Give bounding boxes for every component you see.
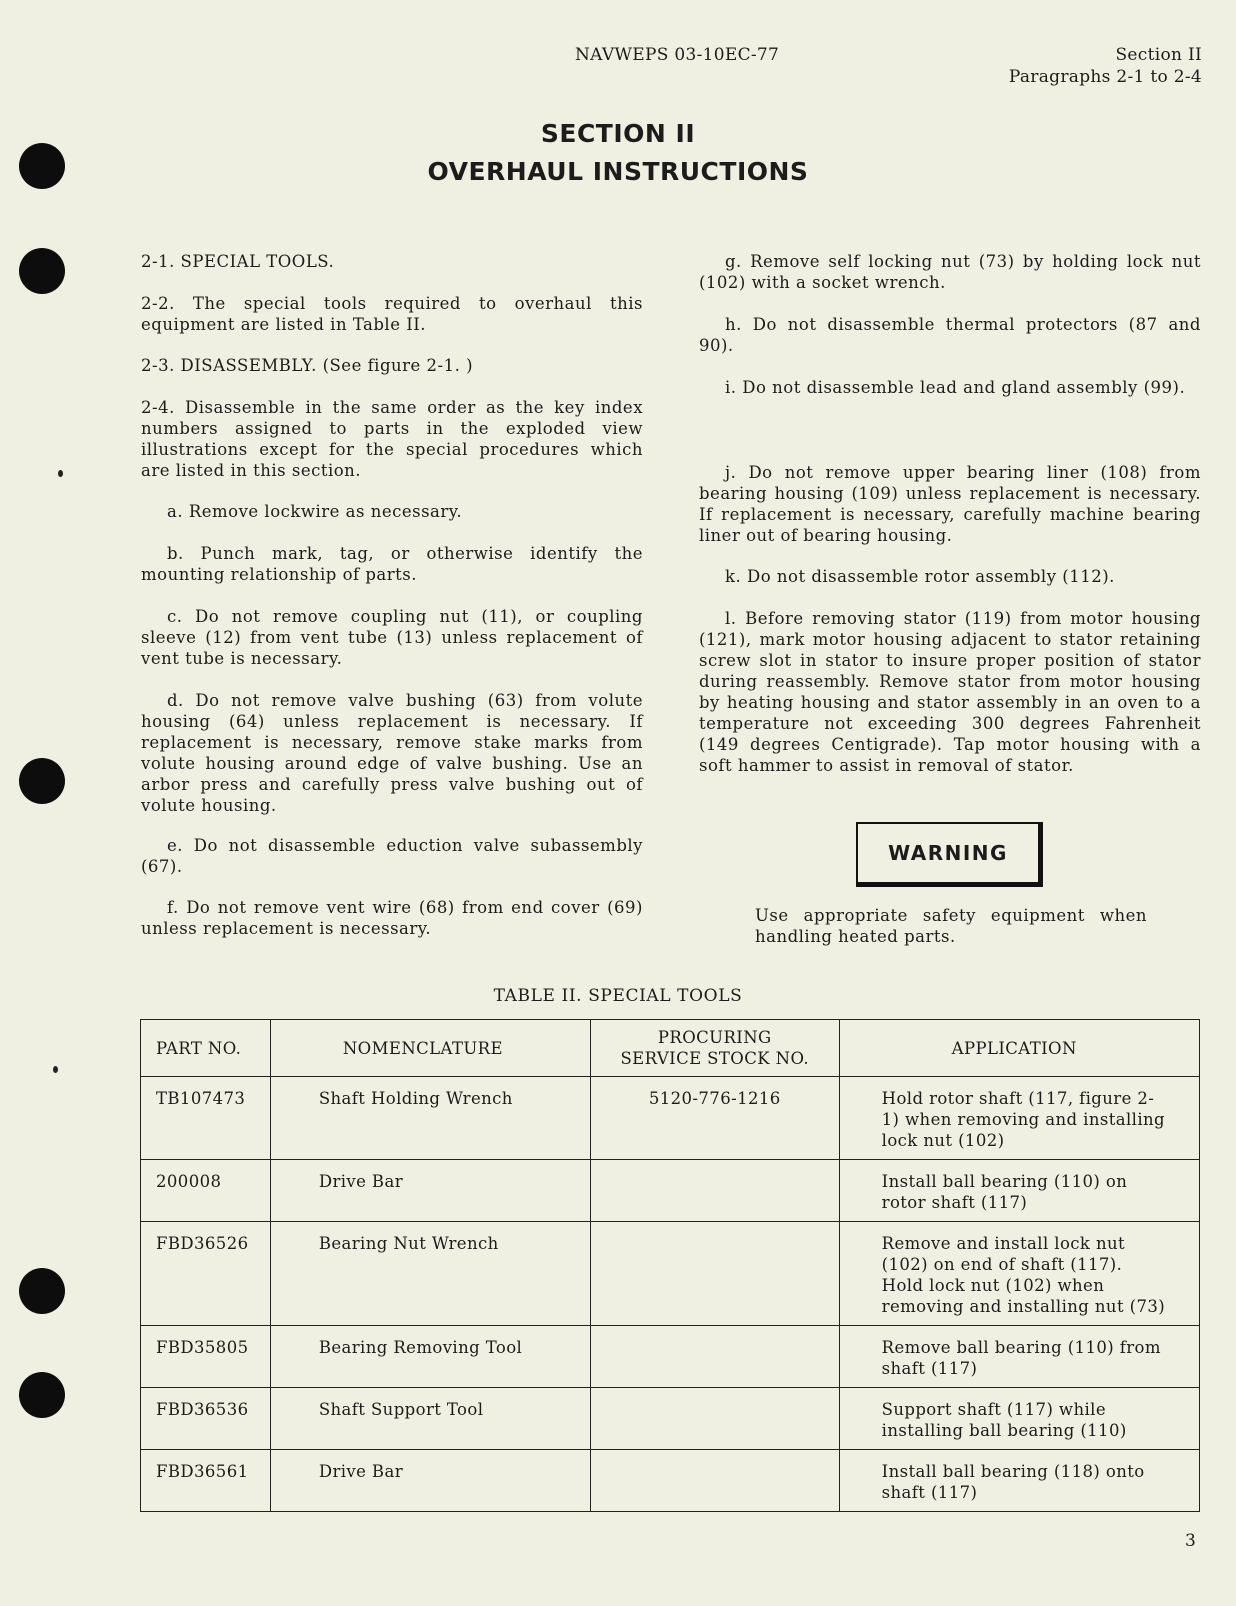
- cell-nomenclature: Drive Bar: [270, 1160, 590, 1222]
- binder-hole: [19, 248, 65, 294]
- section-title: SECTION II: [540, 119, 696, 148]
- warning-label: WARNING: [888, 841, 1008, 865]
- step-k: k. Do not disassemble rotor assembly (112).: [725, 567, 1115, 586]
- binder-hole: [19, 1268, 65, 1314]
- cell-part-no: 200008: [141, 1160, 271, 1222]
- para-2-3: 2-3. DISASSEMBLY. (See figure 2-1. ): [141, 356, 474, 375]
- warning-text: Use appropriate safety equipment when handling heated parts.: [755, 906, 1147, 946]
- cell-stock-no: [590, 1450, 839, 1512]
- cell-stock-no: [590, 1326, 839, 1388]
- cell-part-no: FBD35805: [141, 1326, 271, 1388]
- cell-part-no: FBD36561: [141, 1450, 271, 1512]
- cell-nomenclature: Bearing Nut Wrench: [270, 1222, 590, 1326]
- step-d: d. Do not remove valve bushing (63) from volute housing (64) unless replacement is necessary. If replacement is necessary, remove stake marks from volute housing around edge of valve bushing. Use an arbor press and carefully press valve bushing out of volute housing.: [141, 691, 643, 815]
- cell-nomenclature: Bearing Removing Tool: [270, 1326, 590, 1388]
- col-header-nomenclature: NOMENCLATURE: [270, 1020, 590, 1077]
- special-tools-table: [140, 1019, 1200, 1512]
- speck: [53, 1066, 58, 1073]
- step-a: a. Remove lockwire as necessary.: [167, 502, 463, 521]
- table-header-row: [141, 1020, 1200, 1077]
- step-j: j. Do not remove upper bearing liner (108) from bearing housing (109) unless replacement is necessary. If replacement is necessary, carefully machine bearing liner out of bearing housing.: [699, 463, 1201, 545]
- step-c: c. Do not remove coupling nut (11), or coupling sleeve (12) from vent tube (13) unless replacement of vent tube is necessary.: [141, 607, 643, 668]
- table-row: [141, 1077, 1200, 1160]
- cell-application: Install ball bearing (118) onto shaft (117): [839, 1450, 1199, 1512]
- cell-stock-no: [590, 1222, 839, 1326]
- step-i: i. Do not disassemble lead and gland assembly (99).: [725, 378, 1186, 397]
- cell-application: Support shaft (117) while installing ball bearing (110): [839, 1388, 1199, 1450]
- para-2-4: 2-4. Disassemble in the same order as the key index numbers assigned to parts in the exploded view illustrations except for the special procedures which are listed in this section.: [141, 398, 643, 480]
- doc-number: NAVWEPS 03-10EC-77: [575, 45, 780, 65]
- page-number: 3: [1185, 1531, 1196, 1551]
- table-row: [141, 1326, 1200, 1388]
- step-f: f. Do not remove vent wire (68) from end cover (69) unless replacement is necessary.: [141, 898, 643, 938]
- table-row: [141, 1222, 1200, 1326]
- cell-nomenclature: Shaft Holding Wrench: [270, 1077, 590, 1160]
- step-h: h. Do not disassemble thermal protectors (87 and 90).: [699, 315, 1201, 355]
- cell-nomenclature: Drive Bar: [270, 1450, 590, 1512]
- cell-part-no: TB107473: [141, 1077, 271, 1160]
- table-row: [141, 1388, 1200, 1450]
- cell-application: Remove and install lock nut (102) on end of shaft (117). Hold lock nut (102) when removing and installing nut (73): [839, 1222, 1199, 1326]
- cell-application: Remove ball bearing (110) from shaft (117): [839, 1326, 1199, 1388]
- warning-box: [856, 822, 1043, 887]
- step-b: b. Punch mark, tag, or otherwise identify the mounting relationship of parts.: [141, 544, 643, 584]
- binder-hole: [19, 1372, 65, 1418]
- paragraph-range: Paragraphs 2-1 to 2-4: [1008, 67, 1202, 87]
- cell-part-no: FBD36536: [141, 1388, 271, 1450]
- cell-nomenclature: Shaft Support Tool: [270, 1388, 590, 1450]
- col-header-stock-no: PROCURING SERVICE STOCK NO.: [590, 1020, 839, 1077]
- step-l: l. Before removing stator (119) from motor housing (121), mark motor housing adjacent to stator retaining screw slot in stator to insure proper position of stator during reassembly. Remove stator from motor housing by heating housing and stator assembly in an oven to a temperature not exceeding 300 degrees Fahrenheit (149 degrees Centigrade). Tap motor housing with a soft hammer to assist in removal of stator.: [699, 609, 1201, 775]
- section-label: Section II: [1115, 45, 1202, 65]
- section-subtitle: OVERHAUL INSTRUCTIONS: [427, 157, 809, 186]
- cell-stock-no: [590, 1160, 839, 1222]
- para-2-1: 2-1. SPECIAL TOOLS.: [141, 252, 335, 271]
- step-g: g. Remove self locking nut (73) by holding lock nut (102) with a socket wrench.: [699, 252, 1201, 292]
- speck: [58, 470, 63, 477]
- cell-stock-no: 5120-776-1216: [590, 1077, 839, 1160]
- cell-part-no: FBD36526: [141, 1222, 271, 1326]
- binder-hole: [19, 758, 65, 804]
- cell-application: Install ball bearing (110) on rotor shaft (117): [839, 1160, 1199, 1222]
- cell-stock-no: [590, 1388, 839, 1450]
- table-caption: TABLE II. SPECIAL TOOLS: [493, 986, 743, 1006]
- para-2-2: 2-2. The special tools required to overhaul this equipment are listed in Table II.: [141, 294, 643, 334]
- table-row: [141, 1160, 1200, 1222]
- table-row: [141, 1450, 1200, 1512]
- col-header-part-no: PART NO.: [141, 1020, 271, 1077]
- step-e: e. Do not disassemble eduction valve subassembly (67).: [141, 836, 643, 876]
- cell-application: Hold rotor shaft (117, figure 2-1) when removing and installing lock nut (102): [839, 1077, 1199, 1160]
- col-header-application: APPLICATION: [839, 1020, 1199, 1077]
